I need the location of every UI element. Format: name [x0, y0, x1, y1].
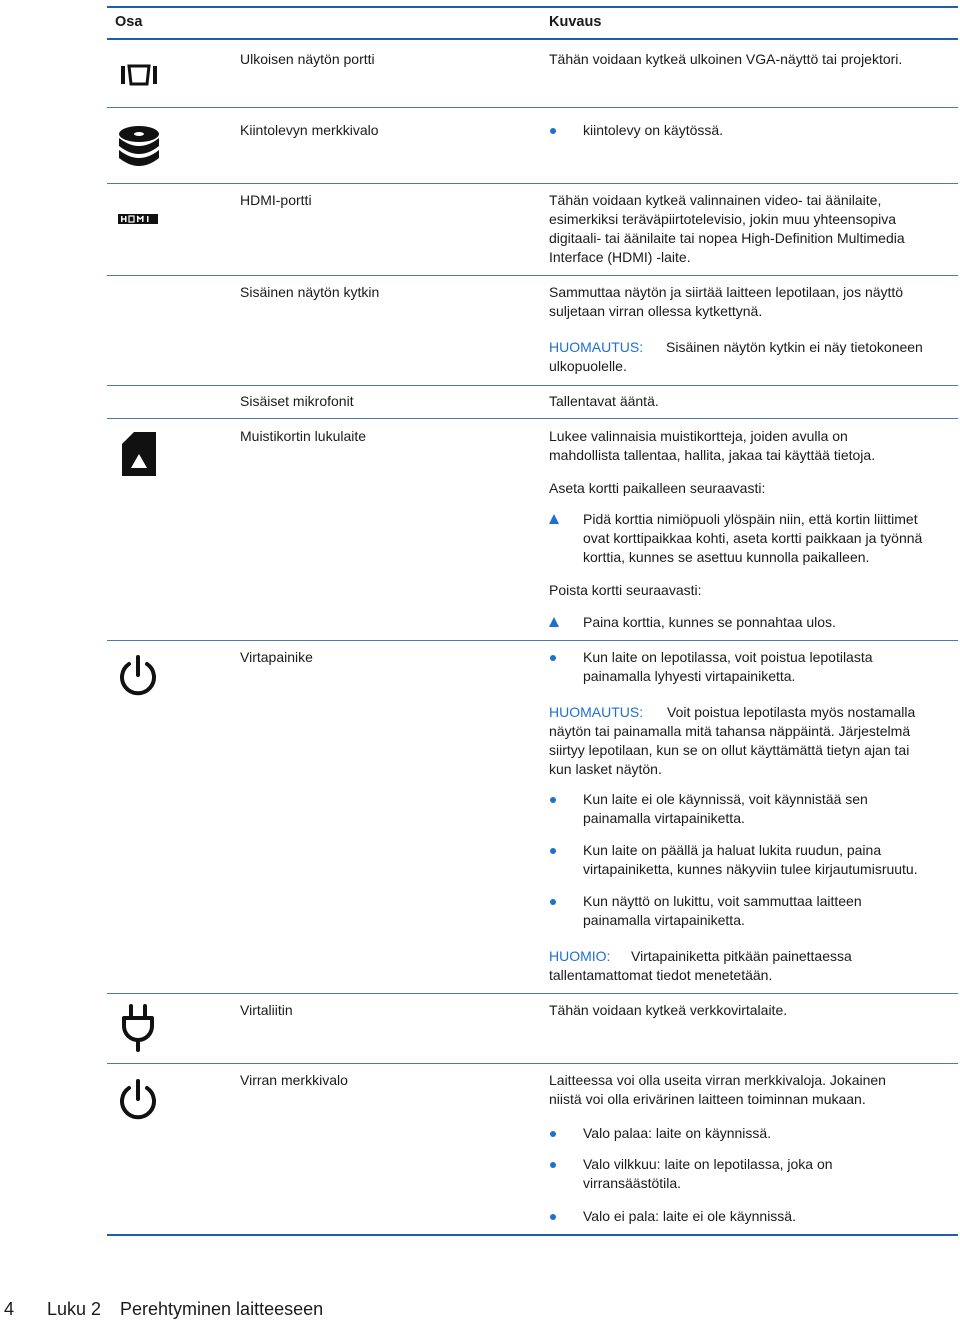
row-divider — [107, 107, 958, 108]
step-text: Paina korttia, kunnes se ponnahtaa ulos. — [583, 614, 836, 630]
chapter-title: Perehtyminen laitteeseen — [120, 1299, 324, 1319]
bullet-text: virtapainiketta, kunnes näkyviin tulee kirjautumisruutu. — [583, 861, 918, 877]
bullet-icon — [550, 128, 556, 134]
component-description-line: digitaali- tai äänilaite tai nopea High-Definition Multimedia — [549, 230, 905, 246]
bullet-icon — [550, 1131, 556, 1137]
header-rule — [107, 38, 958, 40]
bullet-text: Valo ei pala: laite ei ole käynnissä. — [583, 1208, 796, 1224]
component-name: Virran merkkivalo — [240, 1072, 348, 1088]
note-text: Sisäinen näytön kytkin ei näy tietokoneen — [666, 339, 923, 355]
column-header-description: Kuvaus — [549, 14, 602, 30]
step-text: Pidä korttia nimiöpuoli ylöspäin niin, että kortin liittimet — [583, 511, 918, 527]
step-triangle-icon — [549, 514, 559, 524]
component-name: Ulkoisen näytön portti — [240, 51, 375, 67]
note-text: siirtyy lepotilaan, kun se on ollut käyttämättä tietyn ajan tai — [549, 742, 910, 758]
bullet-text: Kun laite on lepotilassa, voit poistua lepotilasta — [583, 649, 873, 665]
bullet-icon — [550, 655, 556, 661]
component-description-line: esimerkiksi teräväpiirtotelevisio, jokin muu yhteensopiva — [549, 211, 897, 227]
bullet-text: Kun laite on päällä ja haluat lukita ruudun, paina — [583, 842, 882, 858]
component-description-line: niistä voi olla erivärinen laitteen toiminnan mukaan. — [549, 1091, 866, 1107]
bullet-text: virransäästötila. — [583, 1175, 682, 1191]
bullet-icon — [550, 797, 556, 803]
component-name: Virtapainike — [240, 649, 313, 665]
row-divider — [107, 183, 958, 184]
bullet-text: painamalla virtapainiketta. — [583, 912, 745, 928]
component-name: Kiintolevyn merkkivalo — [240, 122, 379, 138]
memory-card-icon — [122, 432, 156, 479]
row-divider — [107, 385, 958, 386]
power-button-icon — [116, 654, 160, 701]
bullet-icon — [550, 1162, 556, 1168]
hdmi-icon — [118, 212, 158, 228]
bullet-text: painamalla lyhyesti virtapainiketta. — [583, 668, 796, 684]
note-label: HUOMAUTUS: — [549, 704, 644, 720]
component-name: Sisäiset mikrofonit — [240, 393, 354, 409]
note-text: ulkopuolelle. — [549, 358, 627, 374]
row-divider — [107, 418, 958, 419]
table-top-rule — [107, 6, 958, 8]
step-text: ovat korttipaikkaa kohti, aseta kortti paikkaan ja työnnä — [583, 530, 923, 546]
page-number: 4 — [4, 1299, 15, 1319]
component-description-line: Lukee valinnaisia muistikortteja, joiden avulla on — [549, 428, 848, 444]
step-text: korttia, kunnes se asettuu kunnolla paikalleen. — [583, 549, 870, 565]
bullet-icon — [550, 899, 556, 905]
bullet-icon — [550, 848, 556, 854]
component-name: HDMI-portti — [240, 192, 312, 208]
component-description-line: mahdollista tallentaa, hallita, jakaa tai käyttää tietoja. — [549, 447, 876, 463]
row-divider — [107, 993, 958, 994]
bullet-text: Valo vilkkuu: laite on lepotilassa, joka on — [583, 1156, 833, 1172]
component-description-line: Tähän voidaan kytkeä valinnainen video- tai äänilaite, — [549, 192, 882, 208]
component-description: Tallentavat ääntä. — [549, 393, 659, 409]
bullet-text: painamalla virtapainiketta. — [583, 810, 745, 826]
procedure-title: Aseta kortti paikalleen seuraavasti: — [549, 480, 766, 496]
hard-drive-icon — [117, 124, 161, 173]
component-description: Tähän voidaan kytkeä verkkovirtalaite. — [549, 1002, 788, 1018]
note-text: Voit poistua lepotilasta myös nostamalla — [667, 704, 916, 720]
component-description-line: Sammuttaa näytön ja siirtää laitteen lepotilaan, jos näyttö — [549, 284, 904, 300]
component-name: Virtaliitin — [240, 1002, 293, 1018]
row-divider — [107, 640, 958, 641]
caution-label: HUOMIO: — [549, 948, 611, 964]
caution-text: Virtapainiketta pitkään painettaessa — [631, 948, 852, 964]
note-text: näytön tai painamalla mitä tahansa näppäintä. Järjestelmä — [549, 723, 911, 739]
column-header-part: Osa — [115, 14, 143, 30]
chapter-label: Luku 2 — [47, 1299, 102, 1319]
component-description-line: suljetaan virran ollessa kytkettynä. — [549, 303, 763, 319]
row-divider — [107, 1063, 958, 1064]
component-name: Sisäinen näytön kytkin — [240, 284, 380, 300]
note-text: kun lasket näytön. — [549, 761, 662, 777]
note-label: HUOMAUTUS: — [549, 339, 644, 355]
bullet-text: Kun näyttö on lukittu, voit sammuttaa laitteen — [583, 893, 862, 909]
component-description-line: Laitteessa voi olla useita virran merkkivaloja. Jokainen — [549, 1072, 886, 1088]
step-triangle-icon — [549, 617, 559, 627]
caution-text: tallentamattomat tiedot menetetään. — [549, 967, 773, 983]
bullet-icon — [550, 1214, 556, 1220]
bullet-text: kiintolevy on käytössä. — [583, 122, 724, 138]
component-description-line: Interface (HDMI) -laite. — [549, 249, 691, 265]
bullet-text: Valo palaa: laite on käynnissä. — [583, 1125, 772, 1141]
component-name: Muistikortin lukulaite — [240, 428, 367, 444]
table-bottom-rule — [107, 1234, 958, 1236]
power-light-icon — [116, 1078, 160, 1125]
component-description: Tähän voidaan kytkeä ulkoinen VGA-näyttö tai projektori. — [549, 51, 903, 67]
vga-port-icon — [120, 63, 158, 90]
row-divider — [107, 275, 958, 276]
power-plug-icon — [120, 1004, 156, 1055]
procedure-title: Poista kortti seuraavasti: — [549, 582, 702, 598]
bullet-text: Kun laite ei ole käynnissä, voit käynnistää sen — [583, 791, 868, 807]
